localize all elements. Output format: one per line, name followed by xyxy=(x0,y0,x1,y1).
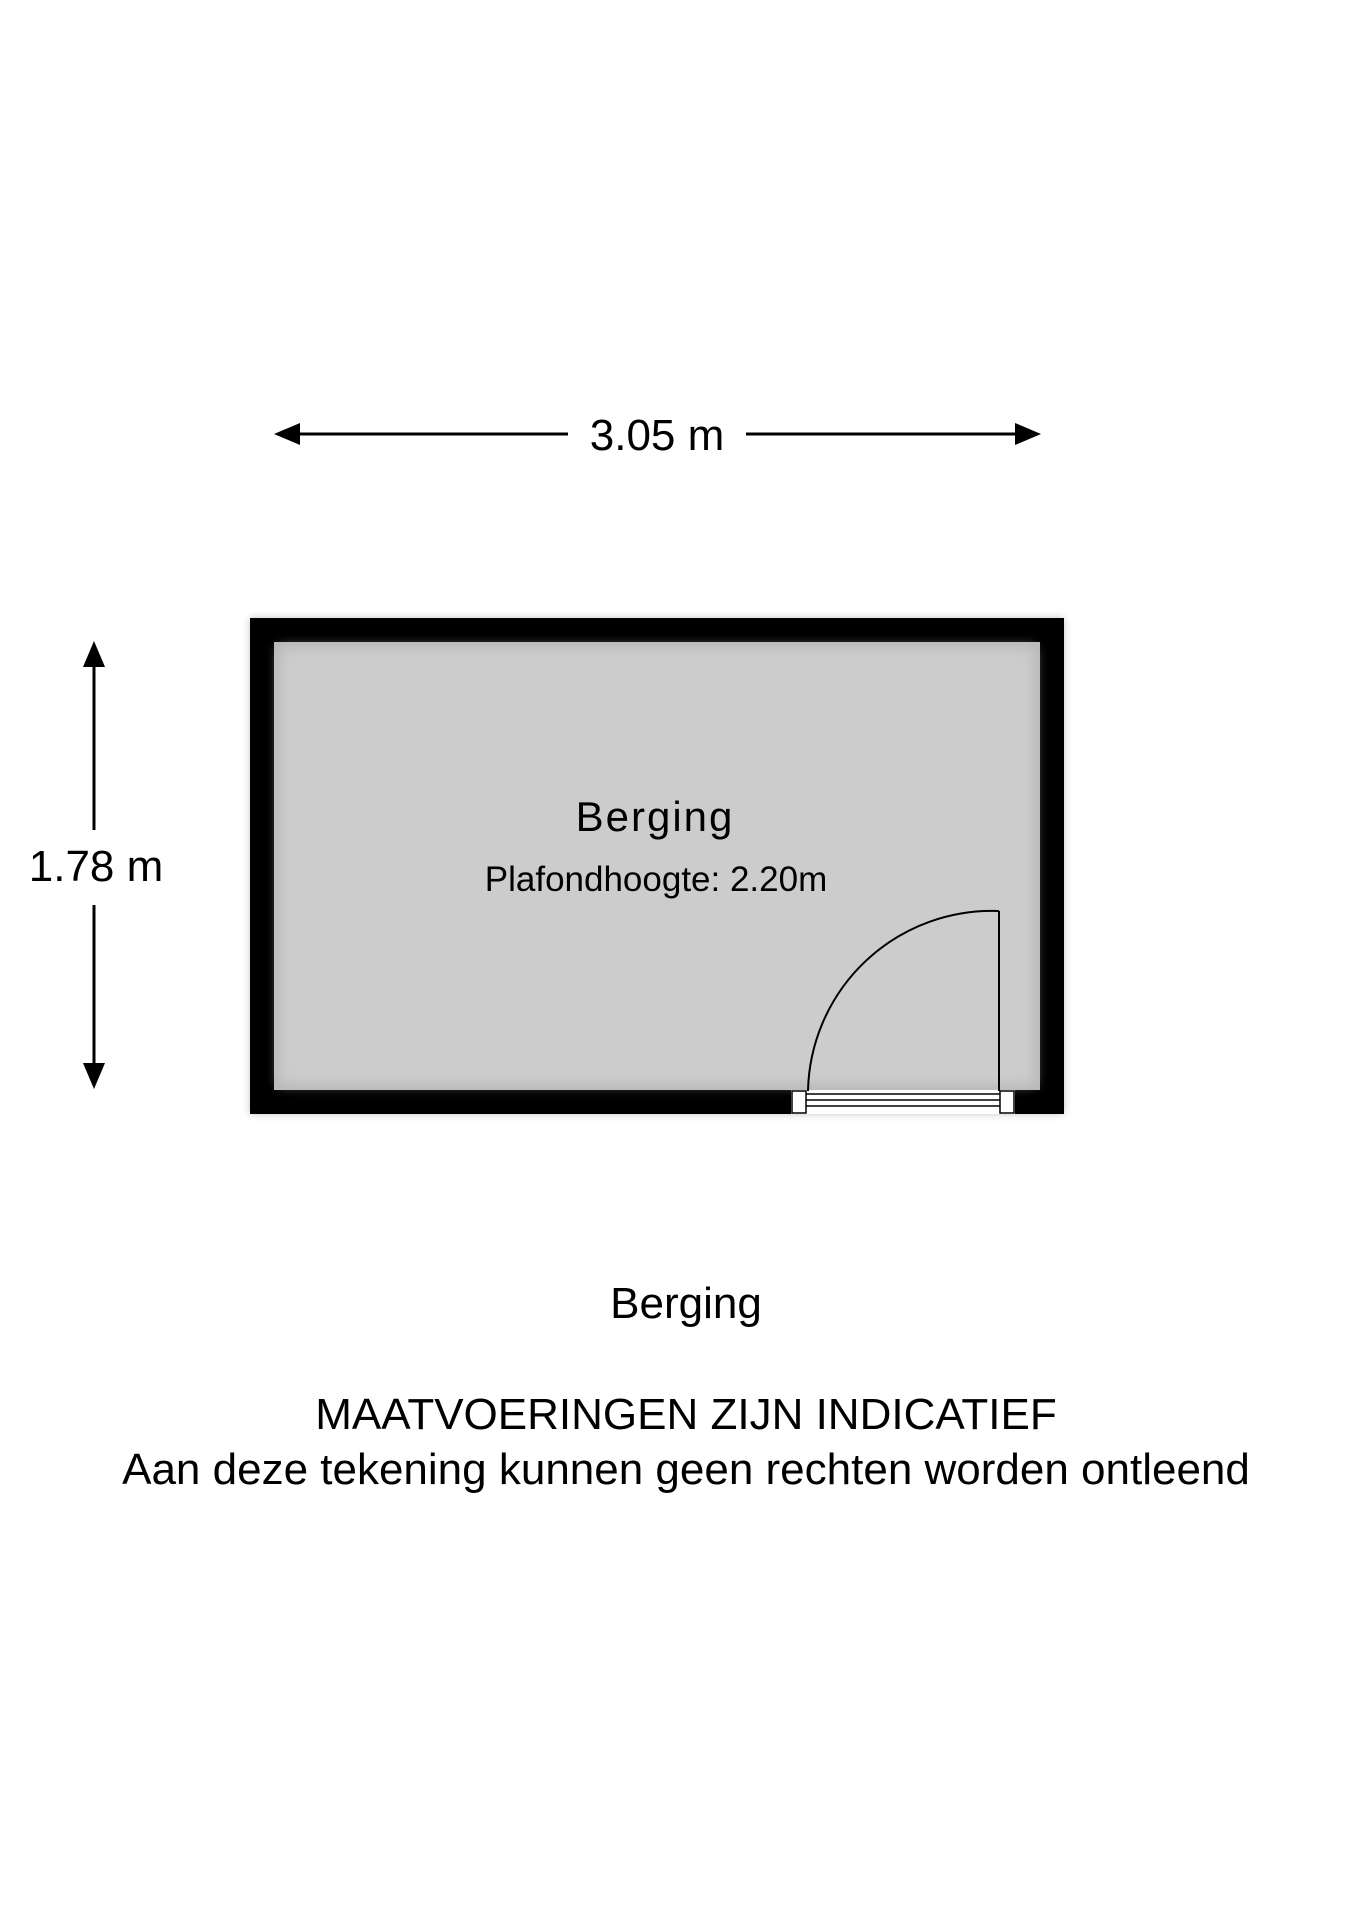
footer-title: Berging xyxy=(610,1279,762,1328)
ceiling-height: Plafondhoogte: 2.20m xyxy=(484,860,828,899)
room-name: Berging xyxy=(575,793,735,840)
width-label: 3.05 m xyxy=(589,411,725,460)
disclaimer-heading: MAATVOERINGEN ZIJN INDICATIEF xyxy=(315,1390,1057,1439)
disclaimer-text: Aan deze tekening kunnen geen rechten worden ontleend xyxy=(122,1445,1250,1494)
height-label: 1.78 m xyxy=(28,842,164,891)
